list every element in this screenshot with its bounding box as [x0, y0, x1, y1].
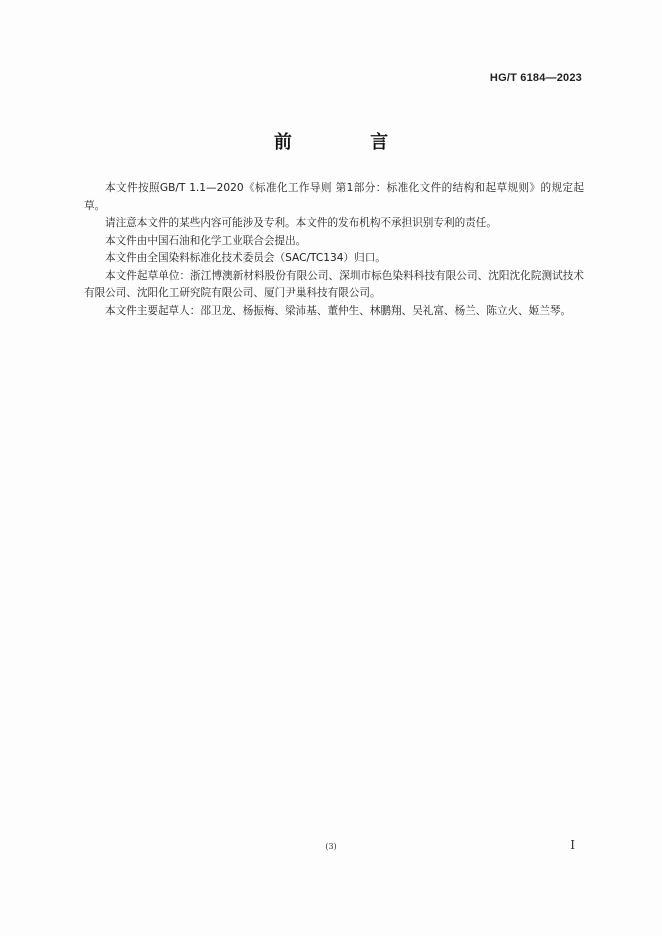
paragraph-drafting-rules: 本文件按照GB/T 1.1—2020《标准化工作导则 第1部分：标准化文件的结构和起草规则》的规定起草。: [84, 182, 584, 212]
paragraph-drafters: 本文件主要起草人：邵卫龙、杨振梅、梁沛基、董仲生、林鹏翔、吴礼富、杨兰、陈立火、姬兰琴。: [105, 304, 572, 317]
footer-center-mark: (3): [325, 842, 337, 851]
page-title: 前 言: [273, 132, 425, 153]
paragraph-committee: 本文件由全国染料标准化技术委员会（SAC/TC134）归口。: [105, 252, 386, 264]
standard-code: HG/T 6184—2023: [489, 72, 582, 84]
paragraph-proposer: 本文件由中国石油和化学工业联合会提出。: [105, 234, 307, 247]
paragraph-drafting-units: 本文件起草单位：浙江博澳新材料股份有限公司、深圳市标色染料科技有限公司、沈阳沈化院测试技术有限公司、沈阳化工研究院有限公司、厦门尹巢科技有限公司。: [84, 269, 584, 299]
foreword-body: [84, 180, 584, 320]
paragraph-patent-notice: 请注意本文件的某些内容可能涉及专利。本文件的发布机构不承担识别专利的责任。: [105, 217, 497, 229]
page-number: I: [570, 838, 575, 852]
